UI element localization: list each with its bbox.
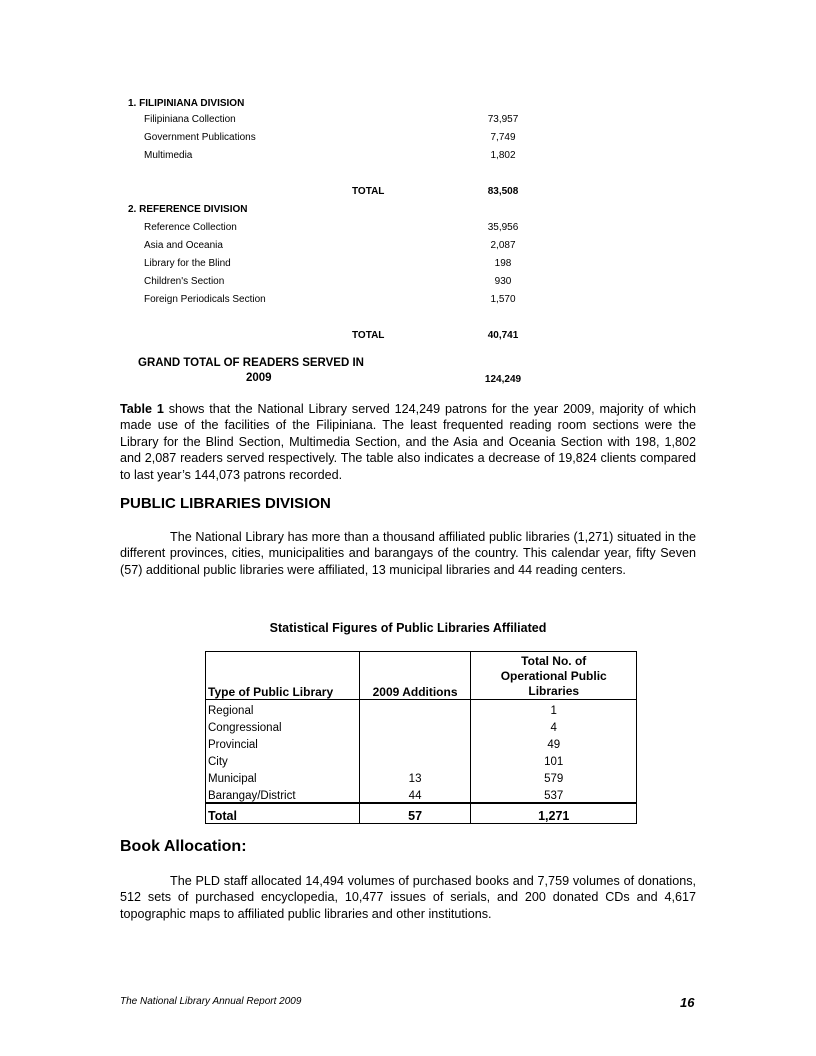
row-value: 1,802 — [490, 150, 516, 161]
grand-total-year: 2009 — [246, 372, 272, 384]
page-number: 16 — [680, 995, 695, 1010]
cell-total: 49 — [471, 734, 637, 751]
table-row — [206, 785, 637, 803]
stats-table — [205, 651, 637, 824]
section-heading-book-allocation: Book Allocation: — [120, 838, 247, 855]
table-row — [206, 734, 637, 751]
table-row — [206, 700, 637, 718]
cell-total: 579 — [471, 768, 637, 785]
total-libraries: 1,271 — [471, 803, 637, 823]
row-label: Children's Section — [144, 276, 225, 287]
table1-text: shows that the National Library served 124,249 patrons for the year 2009, majority of which made use of the facilities of the Filipiniana. The least frequented reading room sections were the Library for the Blind Section, Multimedia Section, and the Asia and Oceania Section with 198, 1,802 and 2,087 readers served respectively. The table also indicates a decrease of 19,824 clients compared to last year’s 144,073 patrons recorded. — [120, 402, 696, 482]
total-additions: 57 — [359, 803, 471, 823]
row-label: Asia and Oceania — [144, 240, 223, 251]
header-total-line2: Operational Public — [500, 669, 607, 683]
header-total-line1: Total No. of — [521, 654, 587, 668]
cell-total: 537 — [471, 785, 637, 803]
cell-type: Congressional — [206, 717, 360, 734]
table-row — [206, 717, 637, 734]
row-value: 35,956 — [487, 222, 519, 233]
row-label: Multimedia — [144, 150, 193, 161]
division-total-label: TOTAL — [352, 186, 385, 197]
row-value: 930 — [494, 276, 512, 287]
table-row — [206, 751, 637, 768]
row-value: 2,087 — [490, 240, 516, 251]
row-value: 73,957 — [487, 114, 519, 125]
cell-type: Regional — [206, 700, 360, 718]
cell-additions: 13 — [359, 768, 471, 785]
row-label: Government Publications — [144, 132, 256, 143]
cell-additions — [359, 700, 471, 718]
cell-type: Provincial — [206, 734, 360, 751]
cell-additions: 44 — [359, 785, 471, 803]
row-value: 1,570 — [490, 294, 516, 305]
table-row — [206, 768, 637, 785]
cell-type: Municipal — [206, 768, 360, 785]
row-label: Library for the Blind — [144, 258, 231, 269]
cell-additions — [359, 717, 471, 734]
division-total-value: 40,741 — [487, 330, 519, 341]
division-total-label: TOTAL — [352, 330, 385, 341]
grand-total-label: GRAND TOTAL OF READERS SERVED IN — [138, 357, 364, 369]
division-heading-reference: 2. REFERENCE DIVISION — [128, 204, 248, 215]
table1-reference: Table 1 — [120, 402, 164, 416]
division-total-value: 83,508 — [487, 186, 519, 197]
cell-total: 101 — [471, 751, 637, 768]
header-total — [471, 652, 637, 700]
cell-type: City — [206, 751, 360, 768]
row-label: Filipiniana Collection — [144, 114, 236, 125]
total-type: Total — [206, 803, 360, 823]
section-heading-public-libraries: PUBLIC LIBRARIES DIVISION — [120, 495, 331, 512]
table1-paragraph — [120, 401, 696, 483]
cell-total: 4 — [471, 717, 637, 734]
header-type: Type of Public Library — [206, 652, 360, 700]
cell-additions — [359, 751, 471, 768]
header-additions: 2009 Additions — [359, 652, 471, 700]
row-value: 198 — [494, 258, 512, 269]
book-allocation-paragraph: The PLD staff allocated 14,494 volumes of purchased books and 7,759 volumes of donations, 512 sets of purchased encyclopedia, 10,477 issues of serials, and 200 donated CDs and 4,617 topographic maps to affiliated public libraries and other institutions. — [120, 874, 696, 921]
public-libraries-paragraph: The National Library has more than a thousand affiliated public libraries (1,271) situated in the different provinces, cities, municipalities and barangays of the country. This calendar year, fifty Seven (57) additional public libraries were affiliated, 13 municipal libraries and 44 reading centers. — [120, 530, 696, 577]
footer-report-title: The National Library Annual Report 2009 — [120, 996, 302, 1007]
division-heading-filipiniana: 1. FILIPINIANA DIVISION — [128, 98, 245, 109]
cell-type: Barangay/District — [206, 785, 360, 803]
grand-total-value: 124,249 — [484, 374, 522, 385]
stats-table-title: Statistical Figures of Public Libraries Affiliated — [269, 621, 547, 635]
row-label: Reference Collection — [144, 222, 237, 233]
stats-header-row — [206, 652, 637, 700]
row-label: Foreign Periodicals Section — [144, 294, 266, 305]
header-total-line3: Libraries — [528, 684, 580, 698]
cell-total: 1 — [471, 700, 637, 718]
table-total-row — [206, 803, 637, 823]
cell-additions — [359, 734, 471, 751]
row-value: 7,749 — [490, 132, 516, 143]
